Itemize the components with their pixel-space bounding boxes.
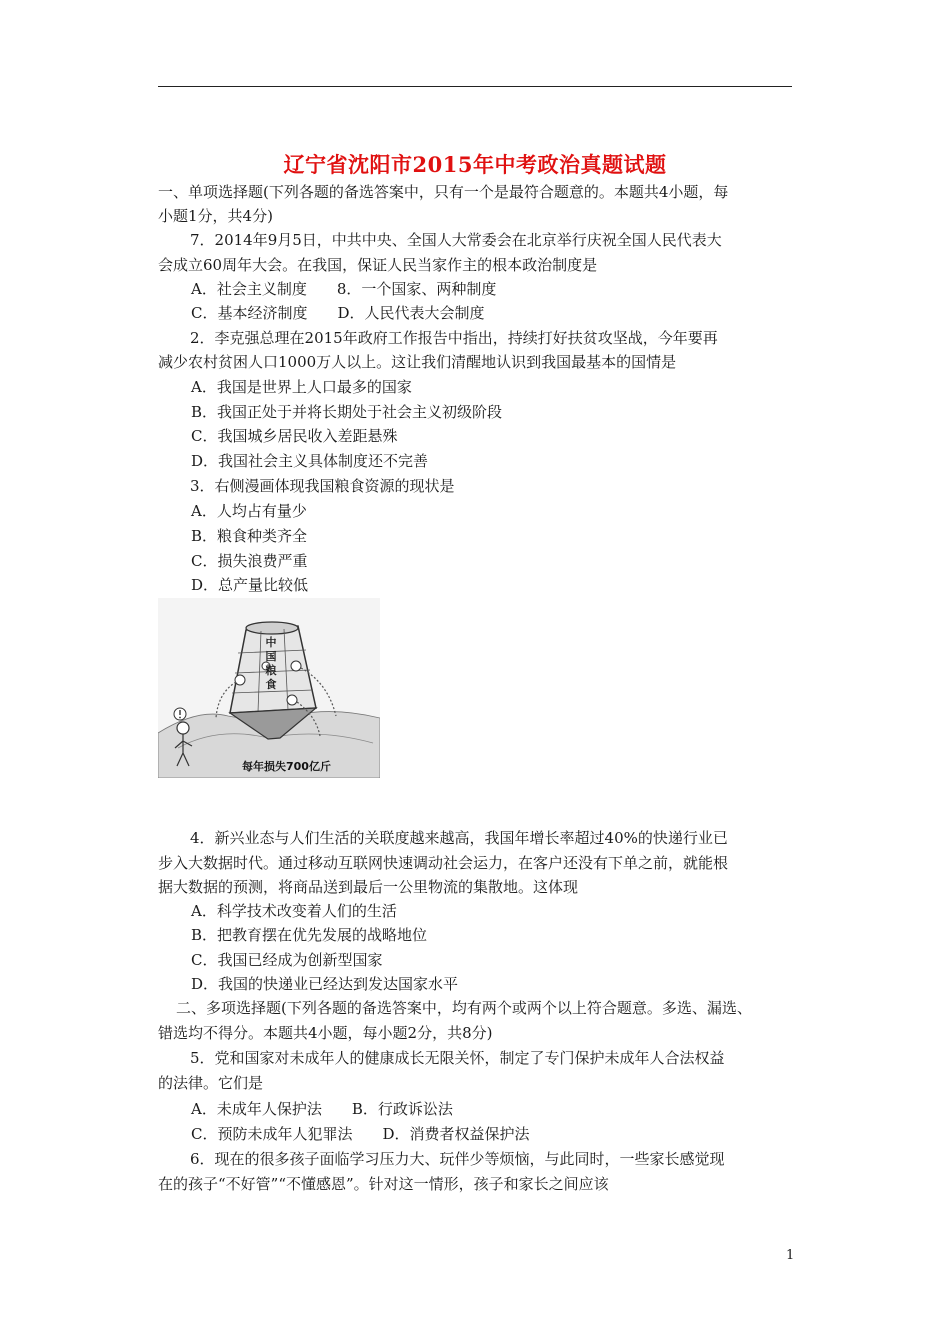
section-1-heading-line-1: 一、单项选择题(下列各题的备选答案中，只有一个是最符合题意的。本题共4小题，每 [158, 183, 729, 201]
question-7-options-ab: A．社会主义制度 8．一个国家、两种制度 [191, 280, 497, 298]
question-3-option-d: D．总产量比较低 [191, 576, 309, 594]
question-2-option-b: B．我国正处于并将长期处于社会主义初级阶段 [191, 403, 503, 421]
section-2-heading-line-2: 错选均不得分。本题共4小题，每小题2分，共8分) [158, 1024, 493, 1042]
cartoon-caption: 每年损失700亿斤 [242, 760, 331, 773]
question-4-line-3: 据大数据的预测，将商品送到最后一公里物流的集散地。这体现 [158, 878, 579, 896]
tower-label [259, 636, 283, 692]
question-6-line-2: 在的孩子“不好管”“不懂感恩”。针对这一情形，孩子和家长之间应该 [158, 1175, 609, 1193]
question-4-option-b: B．把教育摆在优先发展的战略地位 [191, 926, 428, 944]
tower-char-3: 粮 [265, 664, 277, 677]
question-3-option-c: C．损失浪费严重 [191, 552, 308, 570]
section-1-heading-line-2: 小题1分，共4分) [158, 207, 273, 225]
header-rule [158, 86, 792, 87]
question-4-line-2: 步入大数据时代。通过移动互联网快速调动社会运力，在客户还没有下单之前，就能根 [158, 854, 729, 872]
tower-char-4: 食 [265, 678, 277, 691]
question-2-line-2: 减少农村贫困人口1000万人以上。这让我们清醒地认识到我国最基本的国情是 [158, 353, 677, 371]
section-2-heading-line-1: 二、多项选择题(下列各题的备选答案中，均有两个或两个以上符合题意。多选、漏选、 [176, 999, 752, 1017]
question-4-option-c: C．我国已经成为创新型国家 [191, 951, 383, 969]
question-7-line-2: 会成立60周年大会。在我国，保证人民当家作主的根本政治制度是 [158, 256, 598, 274]
question-4-option-d: D．我国的快递业已经达到发达国家水平 [191, 975, 459, 993]
question-5-options-ab: A．未成年人保护法 B．行政诉讼法 [191, 1100, 453, 1118]
question-5-line-2: 的法律。它们是 [158, 1074, 264, 1092]
question-2-option-c: C．我国城乡居民收入差距悬殊 [191, 427, 398, 445]
tower-char-2: 国 [265, 650, 277, 663]
question-4-line-1: 4．新兴业态与人们生活的关联度越来越高，我国年增长率超过40%的快递行业已 [190, 829, 728, 847]
question-5-line-1: 5．党和国家对未成年人的健康成长无限关怀，制定了专门保护未成年人合法权益 [190, 1049, 725, 1067]
question-5-options-cd: C．预防未成年人犯罪法 D．消费者权益保护法 [191, 1125, 530, 1143]
question-2-option-d: D．我国社会主义具体制度还不完善 [191, 452, 429, 470]
question-7-line-1: 7．2014年9月5日，中共中央、全国人大常委会在北京举行庆祝全国人民代表大 [190, 231, 722, 249]
question-2-line-1: 2．李克强总理在2015年政府工作报告中指出，持续打好扶贫攻坚战，今年要再 [190, 329, 718, 347]
question-3-stem: 3．右侧漫画体现我国粮食资源的现状是 [190, 477, 455, 495]
question-3-option-a: A．人均占有量少 [191, 502, 307, 520]
question-6-line-1: 6．现在的很多孩子面临学习压力大、玩伴少等烦恼，与此同时，一些家长感觉现 [190, 1150, 725, 1168]
grain-cartoon [158, 598, 380, 778]
question-3-option-b: B．粮食种类齐全 [191, 527, 308, 545]
question-4-option-a: A．科学技术改变着人们的生活 [191, 902, 397, 920]
page-number: 1 [786, 1248, 795, 1263]
question-7-options-cd: C．基本经济制度 D．人民代表大会制度 [191, 304, 485, 322]
question-2-option-a: A．我国是世界上人口最多的国家 [191, 378, 412, 396]
tower-char-1: 中 [265, 636, 277, 649]
document-title: 辽宁省沈阳市2015年中考政治真题试题 [283, 152, 667, 177]
